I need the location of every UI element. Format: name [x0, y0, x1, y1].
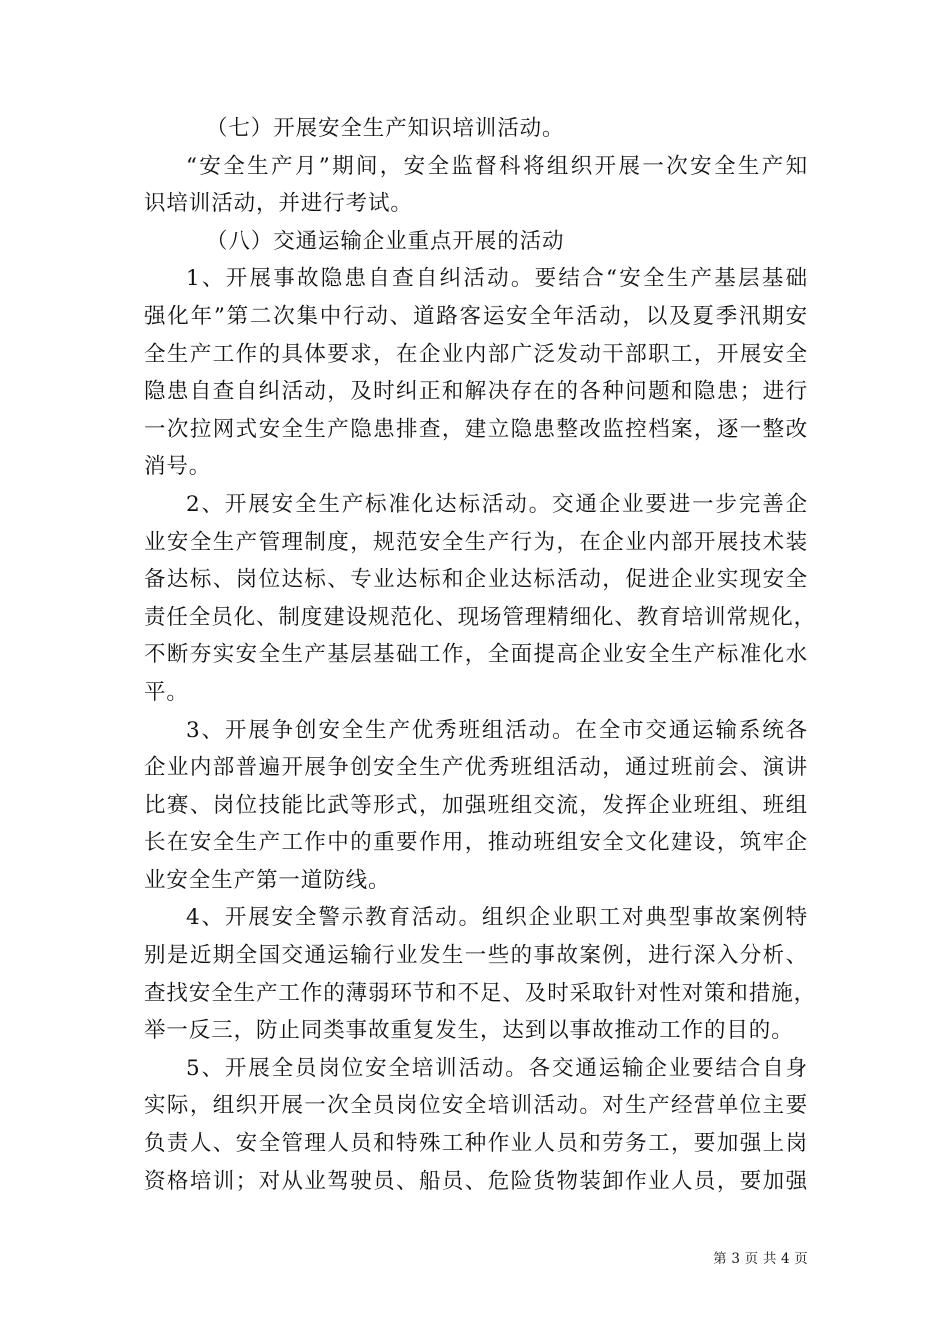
paragraph-line: 别是近期全国交通运输行业发生一些的事故案例，进行深入分析、 — [144, 943, 808, 969]
paragraph-line: 5、开展全员岗位安全培训活动。各交通运输企业要结合自身 — [186, 1055, 808, 1081]
paragraph-line: 强化年”第二次集中行动、道路客运安全年活动，以及夏季汛期安 — [144, 303, 808, 329]
paragraph-7 — [144, 148, 808, 223]
paragraph-line: 一次拉网式安全生产隐患排查，建立隐患整改监控档案，逐一整改 — [144, 416, 808, 442]
section-heading-8-text: （八）交通运输企业重点开展的活动 — [206, 228, 565, 254]
paragraph-line: 2、开展安全生产标准化达标活动。交通企业要进一步完善企 — [186, 491, 808, 517]
paragraph-line: 责任全员化、制度建设规范化、现场管理精细化、教育培训常规化， — [144, 604, 817, 630]
paragraph-line: 备达标、岗位达标、专业达标和企业达标活动，促进企业实现安全 — [144, 567, 808, 593]
paragraph-line: 查找安全生产工作的薄弱环节和不足、及时采取针对性对策和措施， — [144, 980, 817, 1006]
paragraph-line: 识培训活动，并进行考试。 — [144, 191, 413, 217]
paragraph-line: 资格培训；对从业驾驶员、船员、危险货物装卸作业人员，要加强 — [144, 1168, 808, 1194]
paragraph-line: 长在安全生产工作中的重要作用，推动班组安全文化建设，筑牢企 — [144, 830, 808, 856]
paragraph-line: 1、开展事故隐患自查自纠活动。要结合“安全生产基层基础 — [186, 266, 808, 292]
paragraph-line: 比赛、岗位技能比武等形式，加强班组交流，发挥企业班组、班组 — [144, 792, 808, 818]
item-3-paragraph — [144, 712, 808, 900]
item-1-paragraph — [144, 260, 808, 486]
paragraph-line: 企业内部普遍开展争创安全生产优秀班组活动，通过班前会、演讲 — [144, 755, 808, 781]
paragraph-line: 负责人、安全管理人员和特殊工种作业人员和劳务工，要加强上岗 — [144, 1131, 808, 1157]
paragraph-line: 举一反三，防止同类事故重复发生，达到以事故推动工作的目的。 — [144, 1018, 794, 1044]
item-5-paragraph — [144, 1050, 808, 1200]
paragraph-line: 业安全生产管理制度，规范安全生产行为，在企业内部开展技术装 — [144, 529, 808, 555]
section-heading-8 — [144, 223, 808, 261]
paragraph-line: 业安全生产第一道防线。 — [144, 867, 391, 893]
page-number-footer: 第 3 页 共 4 页 — [713, 1251, 808, 1267]
paragraph-line: 不断夯实安全生产基层基础工作，全面提高企业安全生产标准化水 — [144, 642, 808, 668]
item-4-paragraph — [144, 899, 817, 1049]
paragraph-line: 全生产工作的具体要求，在企业内部广泛发动干部职工，开展安全 — [144, 341, 808, 367]
document-body — [144, 110, 817, 1200]
paragraph-line: 4、开展安全警示教育活动。组织企业职工对典型事故案例特 — [186, 905, 808, 931]
paragraph-line: 消号。 — [144, 454, 212, 480]
item-2-paragraph — [144, 486, 817, 712]
section-heading-7 — [144, 110, 808, 148]
paragraph-line: 实际，组织开展一次全员岗位安全培训活动。对生产经营单位主要 — [144, 1093, 808, 1119]
paragraph-line: 3、开展争创安全生产优秀班组活动。在全市交通运输系统各 — [186, 717, 808, 743]
section-heading-7-text: （七）开展安全生产知识培训活动。 — [206, 116, 565, 141]
paragraph-line: 隐患自查自纠活动，及时纠正和解决存在的各种问题和隐患；进行 — [144, 379, 808, 405]
paragraph-line: 平。 — [144, 679, 189, 705]
paragraph-line: “安全生产月”期间，安全监督科将组织开展一次安全生产知 — [186, 153, 808, 179]
